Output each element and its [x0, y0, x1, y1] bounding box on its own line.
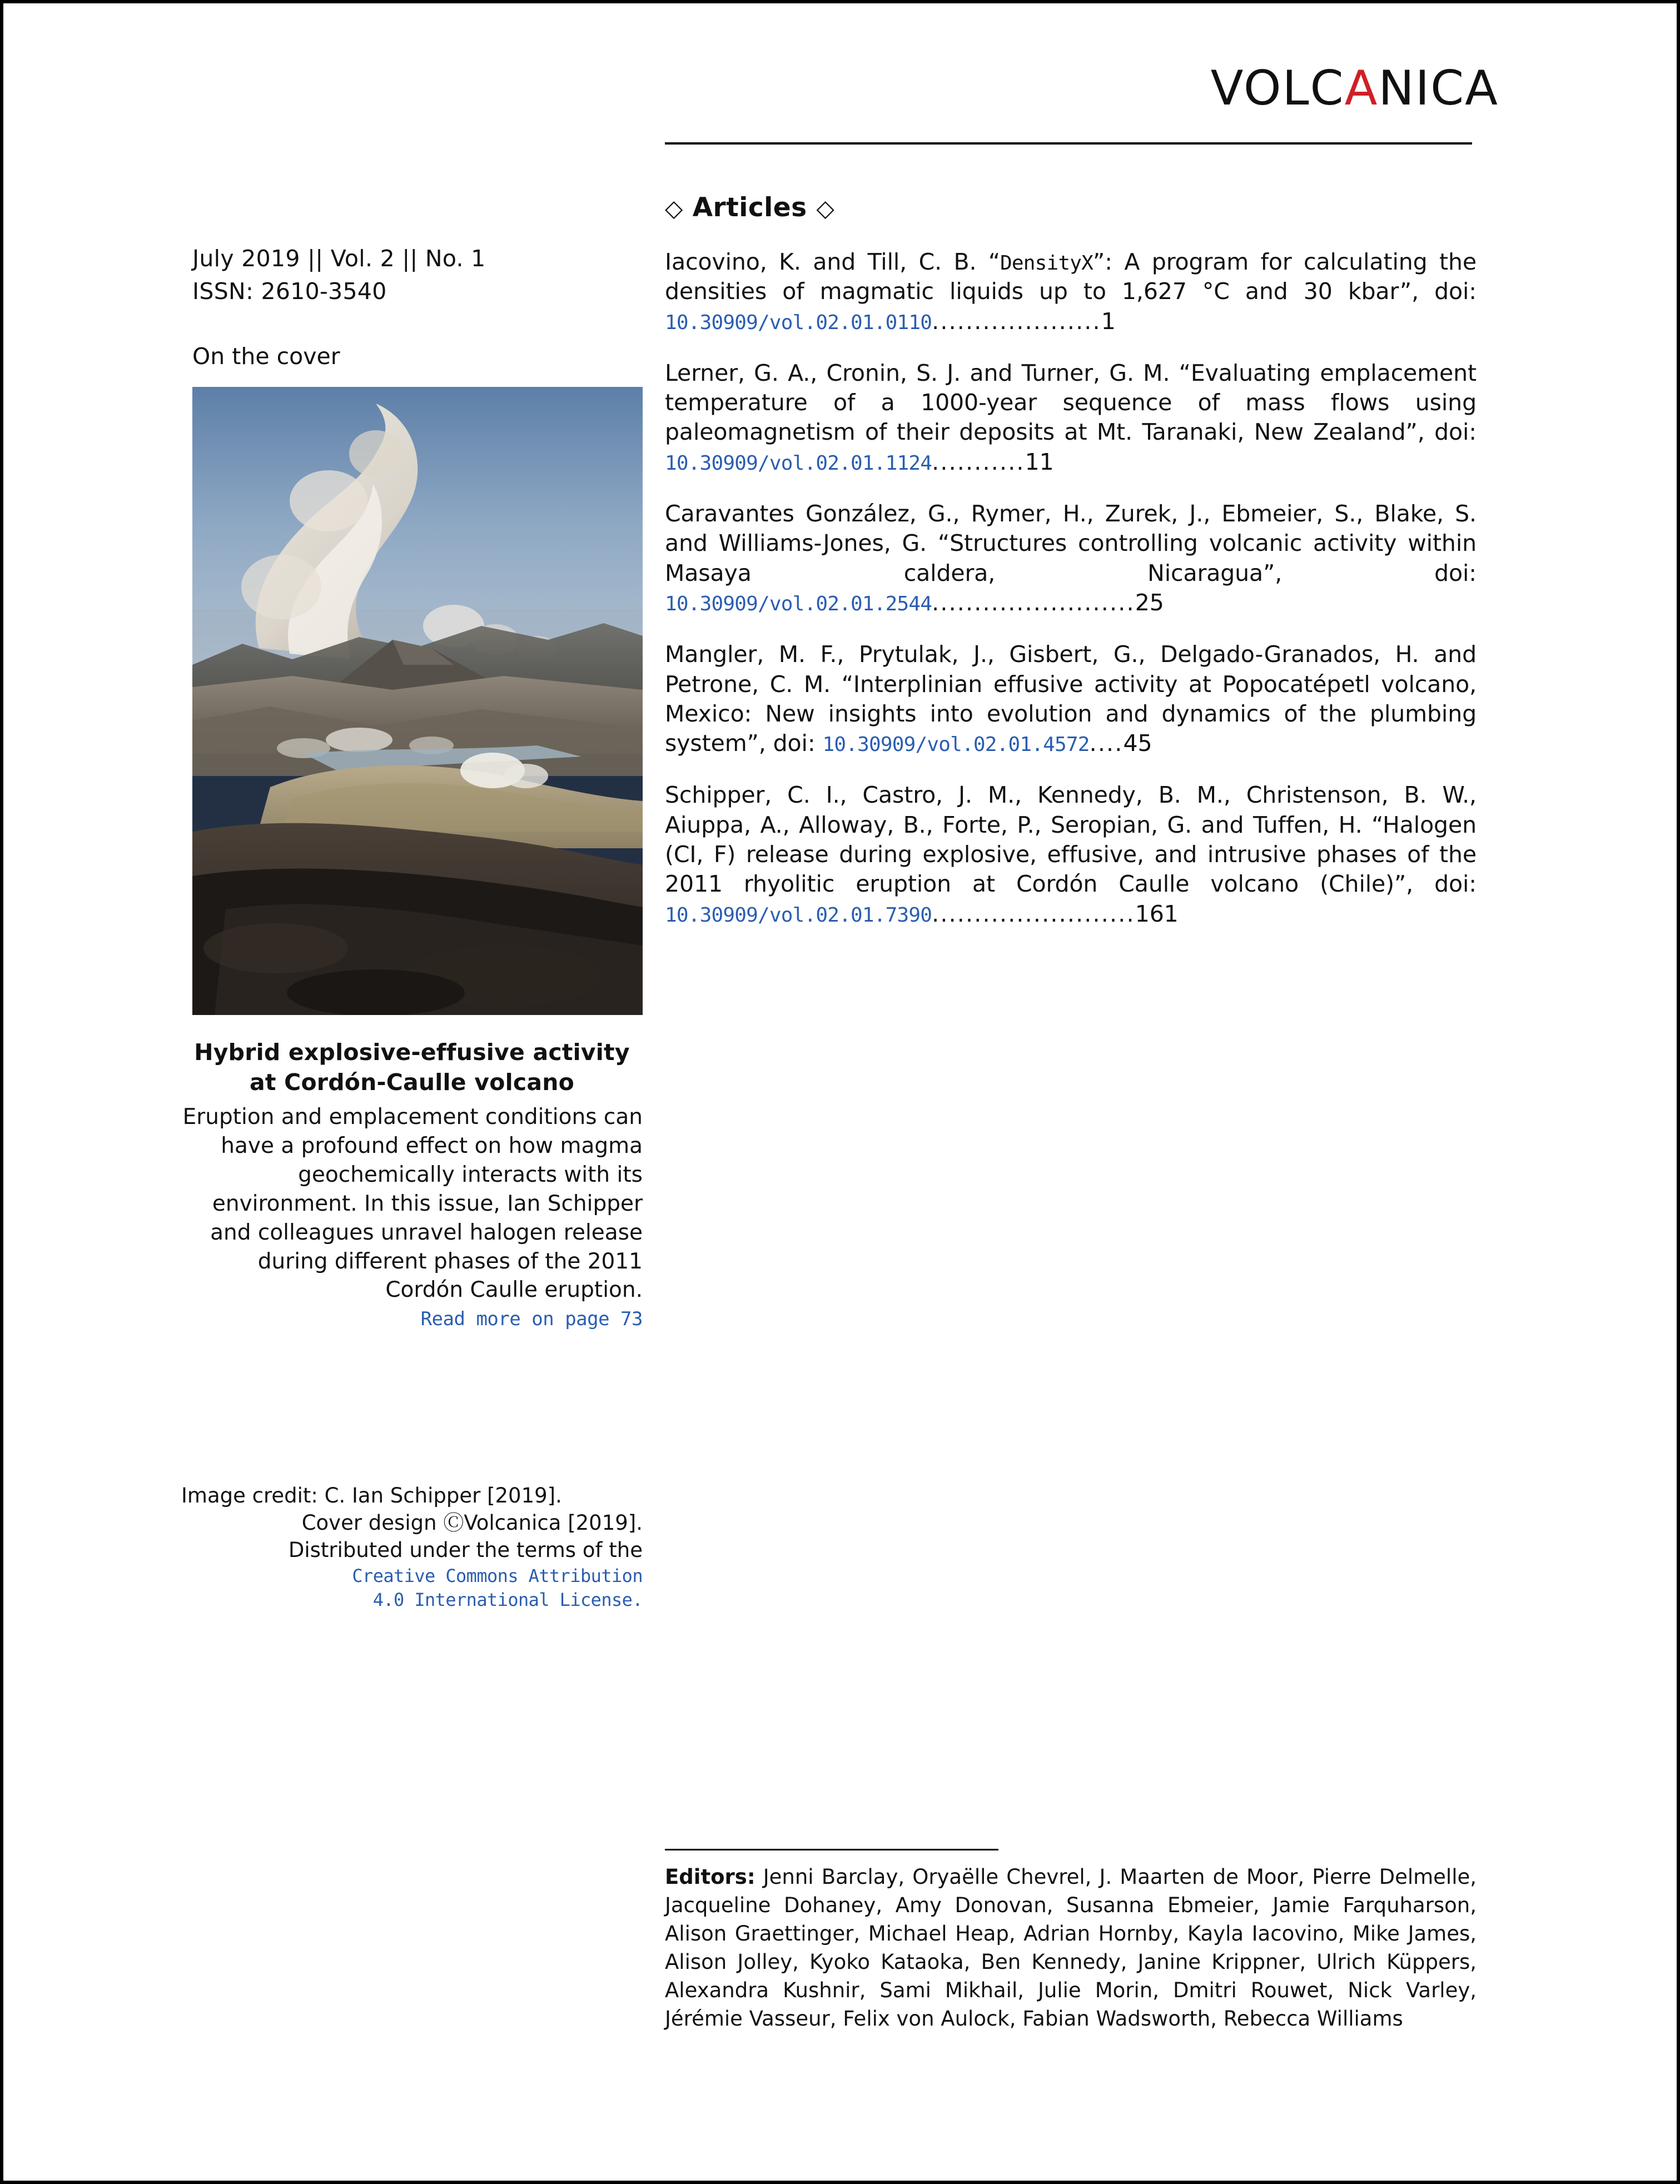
image-credit: [181, 1482, 643, 1612]
article-page-number: 161: [1135, 900, 1179, 927]
article-citation-text-cont: ”: A program for calculating the densities of magmatic liquids up to 1,627 °C and 30 kbar”, doi:: [665, 248, 1477, 305]
article-page-number: 45: [1123, 730, 1152, 757]
article-citation-text: Caravantes González, G., Rymer, H., Zurek, J., Ebmeier, S., Blake, S. and Williams-Jones, G. “Structures controlling volcanic activity within Masaya caldera, Nicaragua”, doi:: [665, 500, 1477, 586]
editors-names: Jenni Barclay, Oryaëlle Chevrel, J. Maarten de Moor, Pierre Delmelle, Jacqueline Dohaney, Amy Donovan, Susanna Ebmeier, Jamie Farquharson, Alison Graettinger, Michael Heap, Adrian Hornby, Kayla Iacovino, Mike James, Alison Jolley, Kyoko Kataoka, Ben Kennedy, Janine Krippner, Ulrich Küppers, Alexandra Kushnir, Sami Mikhail, Julie Morin, Dmitri Rouwet, Nick Varley, Jérémie Vasseur, Felix von Aulock, Fabian Wadsworth, Rebecca Williams: [665, 1865, 1477, 2031]
issue-info: [192, 242, 643, 370]
dot-leader: ........................: [932, 589, 1135, 616]
diamond-right-icon: ◇: [816, 195, 835, 222]
article-page-number: 1: [1101, 307, 1116, 335]
article-entry[interactable]: [665, 359, 1477, 477]
issn: ISSN: 2610-3540: [192, 278, 387, 305]
article-inline-mono: DensityX: [1000, 252, 1094, 275]
article-entry[interactable]: [665, 247, 1477, 336]
article-doi-link[interactable]: 10.30909/vol.02.01.2544: [665, 592, 932, 615]
logo-accent-letter: A: [1344, 61, 1379, 116]
dot-leader: ...........: [932, 448, 1025, 475]
cover-caption: [181, 1037, 643, 1330]
article-doi-link[interactable]: 10.30909/vol.02.01.1124: [665, 451, 932, 475]
article-entry[interactable]: [665, 499, 1477, 618]
dot-leader: ....: [1089, 730, 1124, 757]
logo-part-2: NIC: [1378, 61, 1465, 116]
article-entry[interactable]: [665, 640, 1477, 758]
issue-date-volume: July 2019 || Vol. 2 || No. 1: [192, 245, 486, 272]
license-link-line-2[interactable]: 4.0 International License.: [372, 1589, 643, 1610]
article-citation-text: Lerner, G. A., Cronin, S. J. and Turner, G. M. “Evaluating emplacement temperature of a 1000-year sequence of mass flows using paleomagnetism of their deposits at Mt. Taranaki, New Zealand”, doi:: [665, 359, 1477, 446]
diamond-left-icon: ◇: [665, 195, 683, 222]
article-page-number: 25: [1135, 589, 1164, 616]
cover-title: Hybrid explosive-effusive activity at Cordón-Caulle volcano: [194, 1039, 630, 1096]
dot-leader: ....................: [932, 307, 1101, 335]
editors-list: [665, 1863, 1477, 2033]
logo-part-3: A: [1465, 61, 1499, 116]
license-link-line-1[interactable]: Creative Commons Attribution: [352, 1565, 643, 1586]
journal-logo: [665, 61, 1499, 116]
read-more-link[interactable]: Read more on page 73: [420, 1308, 643, 1331]
article-doi-link[interactable]: 10.30909/vol.02.01.4572: [822, 733, 1090, 757]
article-citation-text: Mangler, M. F., Prytulak, J., Gisbert, G., Delgado-Granados, H. and Petrone, C. M. “Interplinian effusive activity at Popocatépetl volcano, Mexico: New insights into evolution and dynamics of the plumbing system”, doi:: [665, 641, 1477, 757]
article-doi-link[interactable]: 10.30909/vol.02.01.7390: [665, 903, 932, 927]
credit-line-2: Cover design ⒸVolcanica [2019].: [301, 1511, 643, 1535]
article-doi-link[interactable]: 10.30909/vol.02.01.0110: [665, 311, 932, 334]
editors-divider: [665, 1849, 998, 1850]
article-page-number: 11: [1025, 448, 1054, 475]
article-citation-text: Iacovino, K. and Till, C. B. “: [665, 248, 1001, 275]
logo-text: [1210, 61, 1499, 116]
article-entry[interactable]: [665, 780, 1477, 928]
editors-label: Editors:: [665, 1865, 755, 1889]
masthead-divider: [665, 142, 1472, 145]
cover-photo-illustration: [192, 387, 643, 1015]
articles-section: [665, 192, 1477, 951]
article-citation-text: Schipper, C. I., Castro, J. M., Kennedy, B. M., Christenson, B. W., Aiuppa, A., Alloway, B., Forte, P., Seropian, G. and Tuffen, H. “Halogen (CI, F) release during explosive, effusive, and intrusive phases of the 2011 rhyolitic eruption at Cordón Caulle volcano (Chile)”, doi:: [665, 782, 1477, 898]
cover-photo: [192, 387, 643, 1015]
on-the-cover-label: On the cover: [192, 342, 340, 370]
cover-description: Eruption and emplacement conditions can have a profound effect on how magma geochemically interacts with its environment. In this issue, Ian Schipper and colleagues unravel halogen release during different phases of the 2011 Cordón Caulle eruption.: [182, 1105, 643, 1303]
logo-part-1: VOLC: [1210, 61, 1345, 116]
credit-line-3: Distributed under the terms of the: [288, 1538, 643, 1563]
articles-heading: [665, 192, 1477, 223]
articles-heading-label: Articles: [692, 192, 807, 223]
credit-line-1: Image credit: C. Ian Schipper [2019].: [181, 1484, 562, 1508]
dot-leader: ........................: [932, 900, 1135, 927]
